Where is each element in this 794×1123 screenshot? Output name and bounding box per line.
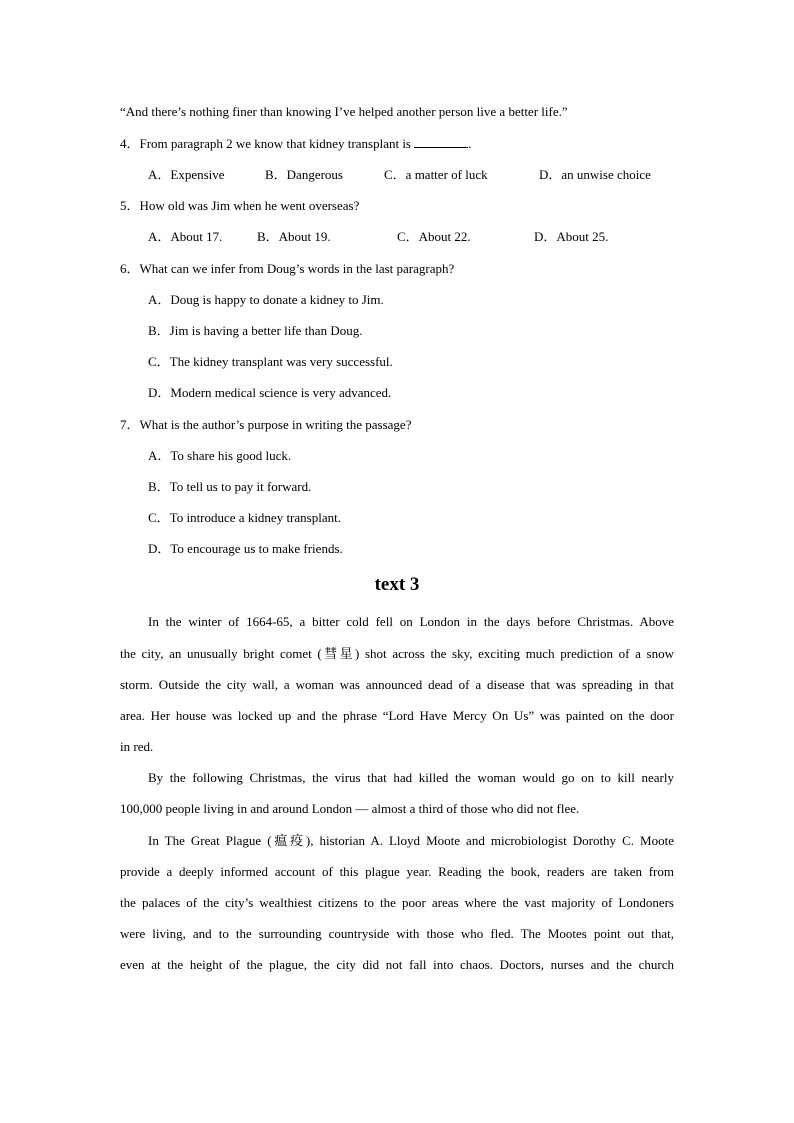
paragraph-3-line: even at the height of the plague, the city did not fall into chaos. Doctors, nurses and the church xyxy=(120,957,674,972)
option-a: A．About 17. xyxy=(148,229,223,244)
answer-blank xyxy=(414,136,468,148)
question-4: 4．From paragraph 2 we know that kidney transplant is . xyxy=(120,136,472,151)
question-5: 5．How old was Jim when he went overseas? xyxy=(120,198,360,213)
option-b: B．About 19. xyxy=(257,229,331,244)
paragraph-2-line: 100,000 people living in and around London — almost a third of those who did not flee. xyxy=(120,801,580,816)
paragraph-1-line: in red. xyxy=(120,739,154,754)
option-a: A．Expensive xyxy=(148,167,225,182)
quote-line: “And there’s nothing finer than knowing I’ve helped another person live a better life.” xyxy=(120,104,568,119)
option-b: B．To tell us to pay it forward. xyxy=(148,479,312,494)
option-c: C．About 22. xyxy=(397,229,471,244)
option-c: C．To introduce a kidney transplant. xyxy=(148,510,341,525)
option-d: D．About 25. xyxy=(534,229,609,244)
paragraph-2-line: By the following Christmas, the virus that had killed the woman would go on to kill nearly xyxy=(148,770,674,785)
question-4-text: 4．From paragraph 2 we know that kidney transplant is xyxy=(120,136,415,151)
option-c: C．The kidney transplant was very successful. xyxy=(148,354,393,369)
option-d: D．To encourage us to make friends. xyxy=(148,541,343,556)
option-a: A．To share his good luck. xyxy=(148,448,292,463)
section-title: text 3 xyxy=(374,574,420,595)
question-6: 6．What can we infer from Doug’s words in the last paragraph? xyxy=(120,261,455,276)
option-b: B．Dangerous xyxy=(265,167,343,182)
paragraph-1-line: the city, an unusually bright comet (彗星) shot across the sky, exciting much prediction of a snow xyxy=(120,646,674,661)
option-a: A．Doug is happy to donate a kidney to Jim. xyxy=(148,292,384,307)
option-b: B．Jim is having a better life than Doug. xyxy=(148,323,363,338)
paragraph-3-line: were living, and to the surrounding countryside with those who fled. The Mootes point out that, xyxy=(120,926,674,941)
paragraph-3-line: provide a deeply informed account of this plague year. Reading the book, readers are taken from xyxy=(120,864,674,879)
option-d: D．Modern medical science is very advanced. xyxy=(148,385,392,400)
option-d: D．an unwise choice xyxy=(539,167,651,182)
paragraph-1-line: area. Her house was locked up and the phrase “Lord Have Mercy On Us” was painted on the door xyxy=(120,708,674,723)
paragraph-1-line: In the winter of 1664-65, a bitter cold fell on London in the days before Christmas. Above xyxy=(148,614,674,629)
paragraph-3-line: In The Great Plague (瘟疫), historian A. Lloyd Moote and microbiologist Dorothy C. Moote xyxy=(148,833,674,848)
paragraph-3-line: the palaces of the city’s wealthiest citizens to the poor areas where the vast majority of Londoners xyxy=(120,895,674,910)
paragraph-1-line: storm. Outside the city wall, a woman was announced dead of a disease that was spreading in that xyxy=(120,677,674,692)
question-7: 7．What is the author’s purpose in writing the passage? xyxy=(120,417,412,432)
option-c: C．a matter of luck xyxy=(384,167,488,182)
